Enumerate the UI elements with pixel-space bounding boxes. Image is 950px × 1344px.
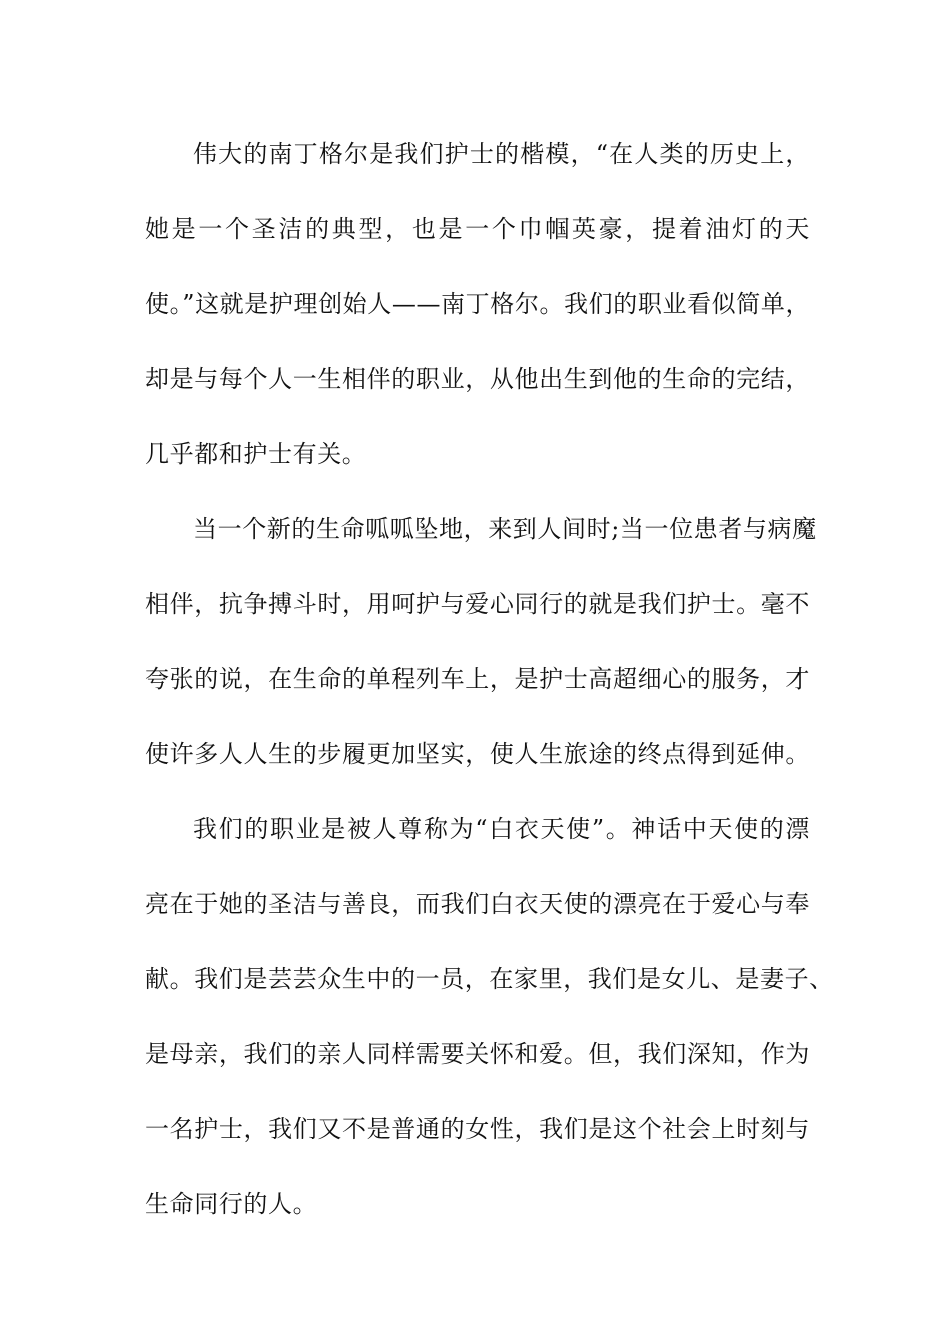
paragraph-1-line-1: 伟大的南丁格尔是我们护士的楷模，“在人类的历史上， — [193, 140, 810, 168]
paragraph-1-line-5: 几乎都和护士有关。 — [145, 440, 367, 468]
paragraph-2-line-4: 使许多人人生的步履更加坚实，使人生旅途的终点得到延伸。 — [145, 740, 810, 768]
paragraph-3-line-3: 献。我们是芸芸众生中的一员，在家里，我们是女儿、是妻子、 — [145, 965, 834, 993]
paragraph-3-line-5: 一名护士，我们又不是普通的女性，我们是这个社会上时刻与 — [145, 1115, 810, 1143]
paragraph-2-line-1: 当一个新的生命呱呱坠地，来到人间时;当一位患者与病魔 — [193, 515, 817, 543]
document-body — [145, 132, 834, 1257]
paragraph-1-line-2: 她是一个圣洁的典型，也是一个巾帼英豪，提着油灯的天 — [145, 215, 810, 243]
paragraph-3-line-1: 我们的职业是被人尊称为“白衣天使”。神话中天使的漂 — [193, 815, 810, 843]
paragraph-2-line-2: 相伴，抗争搏斗时，用呵护与爱心同行的就是我们护士。毫不 — [145, 590, 810, 618]
paragraph-3-line-4: 是母亲，我们的亲人同样需要关怀和爱。但，我们深知，作为 — [145, 1040, 810, 1068]
paragraph-1-line-3: 使。”这就是护理创始人——南丁格尔。我们的职业看似简单， — [145, 290, 811, 318]
paragraph-3-line-6: 生命同行的人。 — [145, 1190, 318, 1218]
paragraph-3-line-2: 亮在于她的圣洁与善良，而我们白衣天使的漂亮在于爱心与奉 — [145, 890, 810, 918]
paragraph-1-line-4: 却是与每个人一生相伴的职业，从他出生到他的生命的完结， — [145, 365, 810, 393]
paragraph-2-line-3: 夸张的说，在生命的单程列车上，是护士高超细心的服务，才 — [145, 665, 810, 693]
